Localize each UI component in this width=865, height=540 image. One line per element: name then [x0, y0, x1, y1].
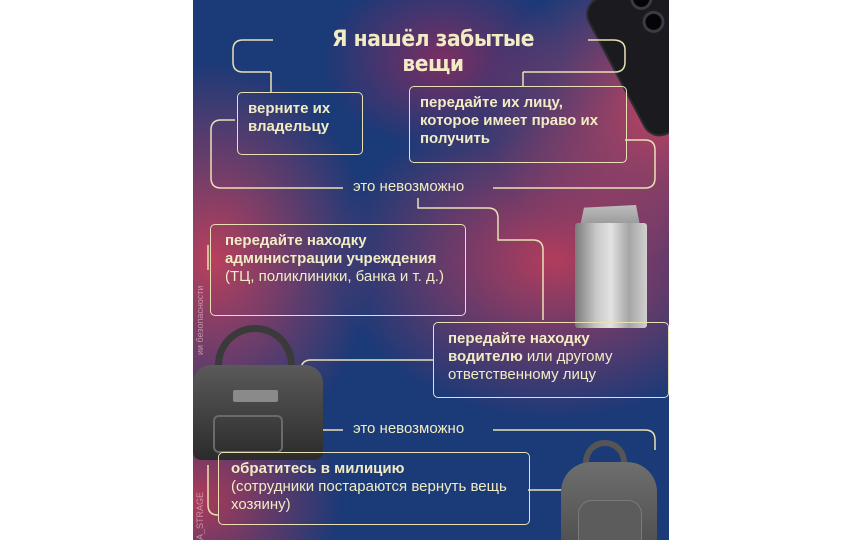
page-title: Я нашёл забытые вещи [331, 27, 535, 77]
option-give-to-administration [210, 224, 466, 316]
impossible-label-1: это невозможно [353, 178, 465, 195]
backpack-image [553, 440, 663, 540]
box4-text: или другому ответственному лицу [448, 348, 613, 383]
box1-text: верните их владельцу [248, 100, 331, 135]
option-contact-police [218, 452, 530, 525]
box5-text: (сотрудники постараются вернуть вещь хозяину) [231, 478, 507, 513]
option-give-to-authorized-person [409, 86, 627, 163]
infographic-poster [193, 0, 669, 540]
side-credit-text: A_STRAGE [195, 491, 205, 540]
box3-text: (ТЦ, поликлиники, банка и т. д.) [225, 268, 444, 285]
handbag-image [193, 320, 328, 460]
box5-bold-text: обратитесь в милицию [231, 460, 405, 477]
box4-bold-text: передайте находку водителю [448, 330, 590, 365]
box3-bold-text: передайте находку администрации учреждения [225, 232, 437, 267]
side-caption-text: ии безопасности [195, 285, 205, 355]
option-give-to-driver [433, 322, 669, 398]
box2-text: передайте их лицу, которое имеет право их получить [420, 94, 599, 147]
option-return-to-owner [237, 92, 363, 155]
impossible-label-2: это невозможно [353, 420, 465, 437]
paper-bag-image [565, 205, 655, 330]
